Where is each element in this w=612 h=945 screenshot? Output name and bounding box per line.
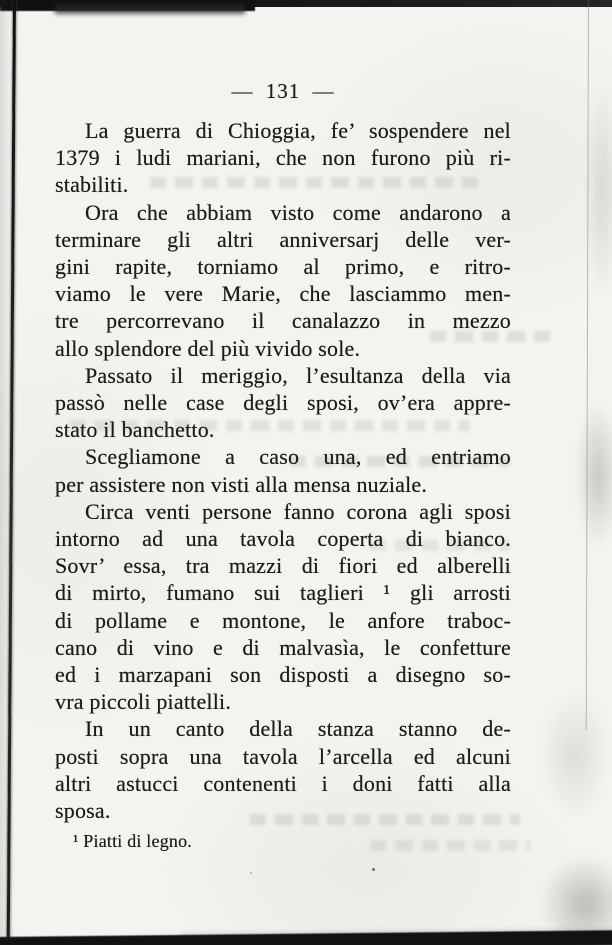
text-line: passò nelle case degli sposi, ov’era appre- [55, 390, 511, 416]
text-line: ed i marzapani son disposti a disegno so- [55, 662, 511, 688]
paragraph [55, 498, 511, 716]
text-line: di pollame e montone, le anfore traboc- [55, 607, 511, 633]
text-line: allo splendore del più vivido sole. [55, 335, 361, 361]
scan-page-edge-line [586, 0, 589, 730]
text-line: posti sopra una tavola l’arcella ed alcuni [55, 743, 511, 769]
paragraph [55, 715, 511, 824]
text-line: per assistere non visti alla mensa nuziale. [55, 471, 428, 497]
text-line: gini rapite, torniamo al primo, e ritro- [55, 254, 511, 280]
paragraph [55, 117, 511, 199]
text-line: La guerra di Chioggia, fe’ sospendere nel [85, 118, 511, 143]
scan-smudge [540, 690, 610, 820]
paragraph [55, 362, 511, 444]
text-line: sposa. [55, 798, 111, 824]
scan-smudge [576, 400, 612, 550]
scan-speck [250, 872, 252, 874]
text-line: stabiliti. [55, 172, 129, 198]
text-line: Ora che abbiam visto come andarono a [85, 199, 511, 225]
scan-top-edge-blotch [55, 5, 245, 14]
text-line: Passato il meriggio, l’esultanza della via [85, 362, 511, 388]
text-line: In un canto della stanza stanno de- [85, 716, 511, 742]
footnote: ¹ Piatti di legno. [73, 831, 192, 852]
scan-speck [372, 868, 375, 871]
text-line: Scegliamone a caso una, ed entriamo [85, 444, 511, 470]
text-line: stato il banchetto. [55, 417, 215, 443]
text-line: altri astucci contenenti i doni fatti alla [55, 770, 511, 796]
text-line: terminare gli altri anniversarj delle ver- [55, 226, 511, 252]
text-line: intorno ad una tavola coperta di bianco. [55, 526, 511, 552]
text-block [55, 117, 511, 853]
paragraph [55, 443, 511, 497]
text-line: 1379 i ludi mariani, che non furono più ri- [55, 145, 511, 171]
text-line: tre percorrevano il canalazzo in mezzo [55, 308, 511, 334]
text-line: viamo le vere Marie, che lasciammo men- [55, 281, 511, 307]
text-line: Sovr’ essa, tra mazzi di fiori ed alberelli [55, 553, 511, 579]
page-number: — 131 — [231, 79, 335, 103]
paragraph [55, 199, 511, 362]
text-line: cano di vino e di malvasìa, le confetture [55, 634, 511, 660]
text-line: Circa venti persone fanno corona agli sposi [85, 498, 511, 524]
scan-smudge [585, 80, 612, 300]
text-line: di mirto, fumano sui taglieri ¹ gli arrosti [55, 580, 511, 606]
text-line: vra piccoli piattelli. [55, 689, 232, 715]
